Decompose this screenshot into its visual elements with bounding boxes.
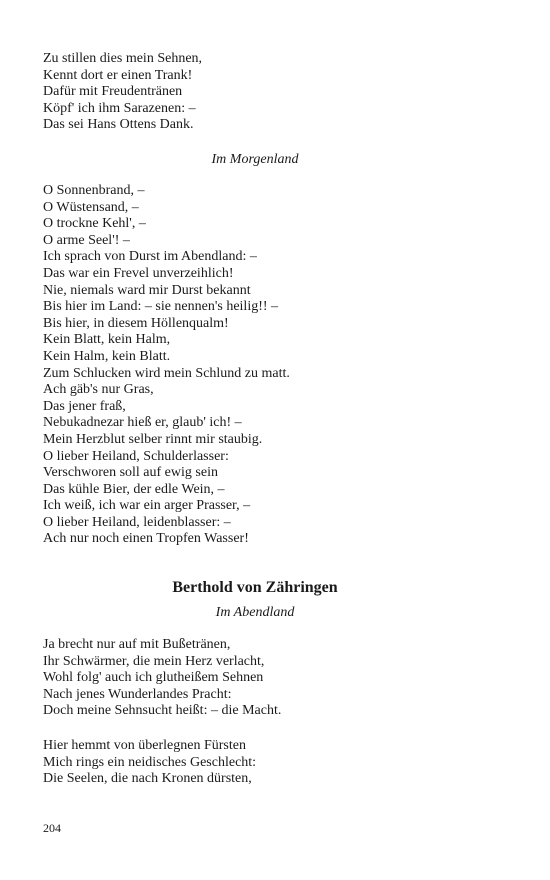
stanza-2 <box>43 183 290 548</box>
verse-line: Hier hemmt von überlegnen Fürsten <box>43 738 246 753</box>
verse-line: Kein Halm, kein Blatt. <box>43 348 171 364</box>
verse-line: Ja brecht nur auf mit Bußetränen, <box>43 637 231 652</box>
verse-line: O trockne Kehl', – <box>43 216 146 232</box>
verse-line: Zu stillen dies mein Sehnen, <box>43 51 203 66</box>
verse-line: O Wüstensand, – <box>43 199 139 215</box>
verse-line: Bis hier, in diesem Höllenqualm! <box>43 315 229 331</box>
stanza-4 <box>43 738 256 788</box>
verse-line: O lieber Heiland, leidenblasser: – <box>43 514 231 530</box>
verse-line: Das sei Hans Ottens Dank. <box>43 117 194 133</box>
verse-line: Kein Blatt, kein Halm, <box>43 332 171 348</box>
verse-line: Das war ein Frevel unverzeihlich! <box>43 265 234 281</box>
verse-line: Kennt dort er einen Trank! <box>43 67 193 83</box>
verse-line: Bis hier im Land: – sie nennen's heilig!! – <box>43 299 279 315</box>
verse-line: Dafür mit Freudentränen <box>43 84 183 100</box>
verse-line: Nach jenes Wunderlandes Pracht: <box>43 686 232 702</box>
poem-title: Berthold von Zähringen <box>172 579 338 596</box>
verse-line: Mein Herzblut selber rinnt mir staubig. <box>43 431 263 447</box>
verse-line: Nie, niemals ward mir Durst bekannt <box>43 282 251 298</box>
verse-line: Zum Schlucken wird mein Schlund zu matt. <box>43 365 290 381</box>
stanza-1 <box>43 51 202 134</box>
verse-line: O arme Seel'! – <box>43 232 130 248</box>
verse-line: Die Seelen, die nach Kronen dürsten, <box>43 771 252 787</box>
verse-line: Das kühle Bier, der edle Wein, – <box>43 481 225 497</box>
page-number: 204 <box>43 821 61 835</box>
section-subtitle-morgenland: Im Morgenland <box>211 152 299 167</box>
verse-line: Ich weiß, ich war ein arger Prasser, – <box>43 498 251 514</box>
verse-line: Ach gäb's nur Gras, <box>43 382 154 398</box>
verse-line: Das jener fraß, <box>43 398 126 414</box>
verse-line: Ich sprach von Durst im Abendland: – <box>43 249 257 265</box>
verse-line: Doch meine Sehnsucht heißt: – die Macht. <box>43 703 282 719</box>
verse-line: O Sonnenbrand, – <box>43 183 145 198</box>
stanza-3 <box>43 637 281 720</box>
verse-line: Verschworen soll auf ewig sein <box>43 465 218 481</box>
verse-line: Ach nur noch einen Tropfen Wasser! <box>43 531 249 547</box>
verse-line: Mich rings ein neidisches Geschlecht: <box>43 754 257 770</box>
verse-line: Ihr Schwärmer, die mein Herz verlacht, <box>43 653 265 669</box>
verse-line: O lieber Heiland, Schulderlasser: <box>43 448 229 464</box>
verse-line: Wohl folg' auch ich gluthеißem Sehnen <box>43 670 264 686</box>
verse-line: Nebukadnezar hieß er, glaub' ich! – <box>43 415 242 431</box>
section-subtitle-abendland: Im Abendland <box>215 605 295 620</box>
verse-line: Köpf' ich ihm Sarazenen: – <box>43 100 196 116</box>
